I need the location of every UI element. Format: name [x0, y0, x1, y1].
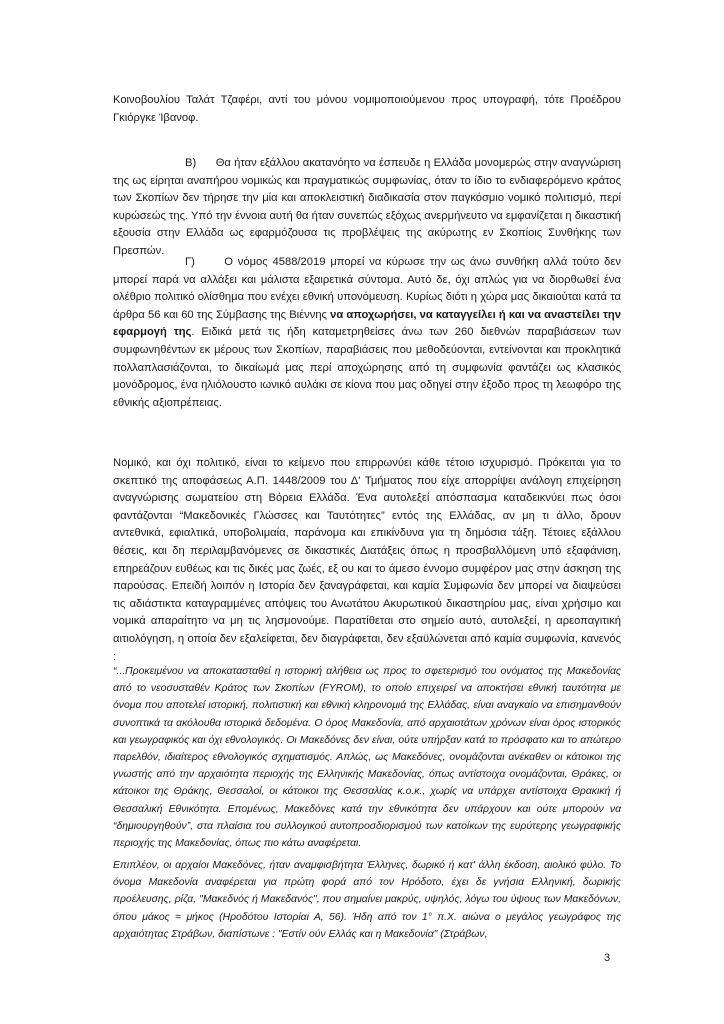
paragraph-c — [113, 254, 621, 412]
paragraph-c-text-1: Γ) Ο νόμος 4588/2019 μπορεί να κύρωσε την ως άνω συνθήκη αλλά τούτο δεν μπορεί παρά να αλλάξει και μάλιστα εξαιρετικά σύντομα. Αυτό δε, όχι απλώς για να διορθωθεί ένα ολέθριο πολιτικό ολίσθημα που ενέχει εθνική υπονόμευση. Κυρίως διότι η χώρα μας δικαιούται κατά τα άρθρα 56 και 60 της Σύμβασης της Βιέννης — [113, 256, 621, 321]
paragraph-b: Β) Θα ήταν εξάλλου ακατανόητο να έσπευδε η Ελλάδα μονομερώς στην αναγνώριση της ως είρηται αναπήρου νομικώς και πραγματικώς συμφωνίας, όταν το ίδιο το ενδιαφερόμενο κράτος των Σκοπίων δεν τήρησε την μία και αποκλειστική διαδικασία στον παγκόσμιο νομικό πολιτισμό, περί κυρώσεώς της. Υπό την έννοια αυτή θα ήταν συνεπώς εξόχως ανερμήνευτο να εμφανίζεται η δικαστική εξουσία στην Ελλάδα ως εφαρμόζουσα τις προβλέψεις της ακύρωτης εν Σκοπίοις Συνθήκης των Πρεσπών. — [113, 157, 621, 257]
paragraph-continuation: Κοινοβουλίου Ταλάτ Τζαφέρι, αντί του μόνου νομιμοποιούμενου προς υπογραφή, τότε Προέδρου Γκιόργκε Ίβανοφ. — [113, 94, 621, 124]
paragraph-c-bold-text: να αποχωρήσει, να καταγγείλει ή και να αναστείλει την εφαρμογή της — [113, 308, 621, 339]
quote-block-1: “...Προκειμένου να αποκατασταθεί η ιστορική αλήθεια ως προς το σφετερισμό του ονόματος της Μακεδονίας από το νεοσυσταθέν Κράτος των Σκοπίων (FYROM), το οποίο επιχειρεί να αποκτήσει εθνική ταυτότητα με όνομα που αποτελεί ιστορική, πολιτιστική και εθνική κληρονομιά της Ελλάδας, είναι αναγκαίο να επισημανθούν συνοπτικά τα ακόλουθα ιστορικά δεδομένα. Ο όρος Μακεδονία, από αρχαιοτάτων χρόνων είναι όρος ιστορικός και γεωγραφικός και όχι εθνολογικός. Οι Μακεδόνες δεν είναι, ούτε υπήρξαν κατά το πρόσφατο και το απώτερο παρελθόν, ιδιαίτερος εθνολογικός σχηματισμός. Απλώς, ως Μακεδόνες, ονομάζονται ανέκαθεν οι κάτοικοι της γνωστής από την αρχαιότητα περιοχής της Ελληνικής Μακεδονίας, όπως αντίστοιχα ονομάζονται, Θράκες, οι κάτοικοι της Θράκης, Θεσσαλοί, οι κάτοικοι της Θεσσαλίας κ.ο.κ., χωρίς να υπάρχει αντίστοιχα Θρακική ή Θεσσαλική Εθνικότητα. Επομένως, Μακεδόνες κατά την εθνικότητα δεν υπάρχουν και ούτε μπορούν να “δημιουργηθούν”, στα πλαίσια του συλλογικού αυτοπροσδιορισμού των κατοίκων της ευρύτερης γεωγραφικής περιοχής της Μακεδονίας, όπως πιο κάτω αναφέρεται. — [113, 666, 621, 850]
quote-block-2: Επιπλέον, οι αρχαίοι Μακεδόνες, ήταν αναμφισβήτητα Έλληνες, δωρικό ή κατ' άλλη έκδοση, αιολικό φύλο. Το όνομα Μακεδονία αναφέρεται για πρώτη φορά από τον Ηρόδοτο, έχει δε γνήσια Ελληνική, δωρικής προέλευσης, ρίζα, "Μακεδνός ή Μακεδανός", που σημαίνει μακρύς, υψηλός, λόγω του ύψους των Μακεδόνων, όπου μάκος = μήκος (Ηροδότου Ιστορίαι Α, 56). Ήδη από τον 1° π.Χ. αιώνα ο μεγάλος γεωγράφος της αρχαιότητας Στράβων, διαπίστωνε : "Εστίν ούν Ελλάς και η Μακεδονία" (Στράβων, — [113, 860, 621, 940]
paragraph-legal-text: Νομικό, και όχι πολιτικό, είναι το κείμενο που επιρρωνύει κάθε τέτοιο ισχυρισμό. Πρόκειται για το σκεπτικό της αποφάσεως Α.Π. 1448/2009 του Δ' Τμήματος που είχε απορρίψει ανάλογη επιχείρηση αναγνώρισης σωματείου στη Βόρεια Ελλάδα. Ένα αυτολεξεί απόσπασμα καταδεικνύει πως όσοι φαντάζονται “Μακεδονικές Γλώσσες και Ταυτότητες” εντός της Ελλάδας, αν μη τι άλλο, δρουν αντεθνικά, εφιαλτικά, υποβολιμαία, παράνομα και επικίνδυνα για τη δημόσια τάξη. Τέτοιες εξάλλου θέσεις, και δη περιλαμβανόμενες σε δικαστικές Διατάξεις όπως η προσβαλλόμενη υπό εξαφάνιση, επηρεάζουν ευθέως και τις δικές μας ζωές, εξ ου και το άμεσο έννομο συμφέρον μας στην άσκηση της παρούσας. Επειδή λοιπόν η Ιστορία δεν ξαναγράφεται, και καμία Συμφωνία δεν μπορεί να διαψεύσει τις αδιάστικτα καταγραμμένες απόψεις του Ανωτάτου Ακυρωτικού δικαστηρίου μας, είναι χρήσιμο και νομικά απαραίτητο να μη τις λησμονούμε. Παρατίθεται στο σημείο αυτό, αυτολεξεί, η αρεοπαγιτική αιτιολόγηση, η οποία δεν εξαλείφεται, δεν διαγράφεται, δεν εξαϋλώνεται από καμία συμφωνία, κανενός : — [113, 457, 621, 663]
page-number: 3 — [604, 952, 611, 964]
paragraph-c-text-2: . Ειδικά μετά τις ήδη καταμετρηθείσες άνω των 260 διεθνών παραβιάσεων των συμφωνηθέντων εκ μέρους των Σκοπίων, παραβιάσεις που μεθοδεύονται, εντείνονται και προκλητικά πολλαπλασιάζονται, το δικαίωμά μας περί αποχώρησης από τη συμφωνία φαντάζει ως κλασικός μονόδρομος, ένα ηλιόλουστο ιωνικό αυλάκι σε κίονα που μας οδηγεί στην έξοδο προς τη λεωφόρο της εθνικής αξιοπρέπειας. — [113, 326, 621, 409]
